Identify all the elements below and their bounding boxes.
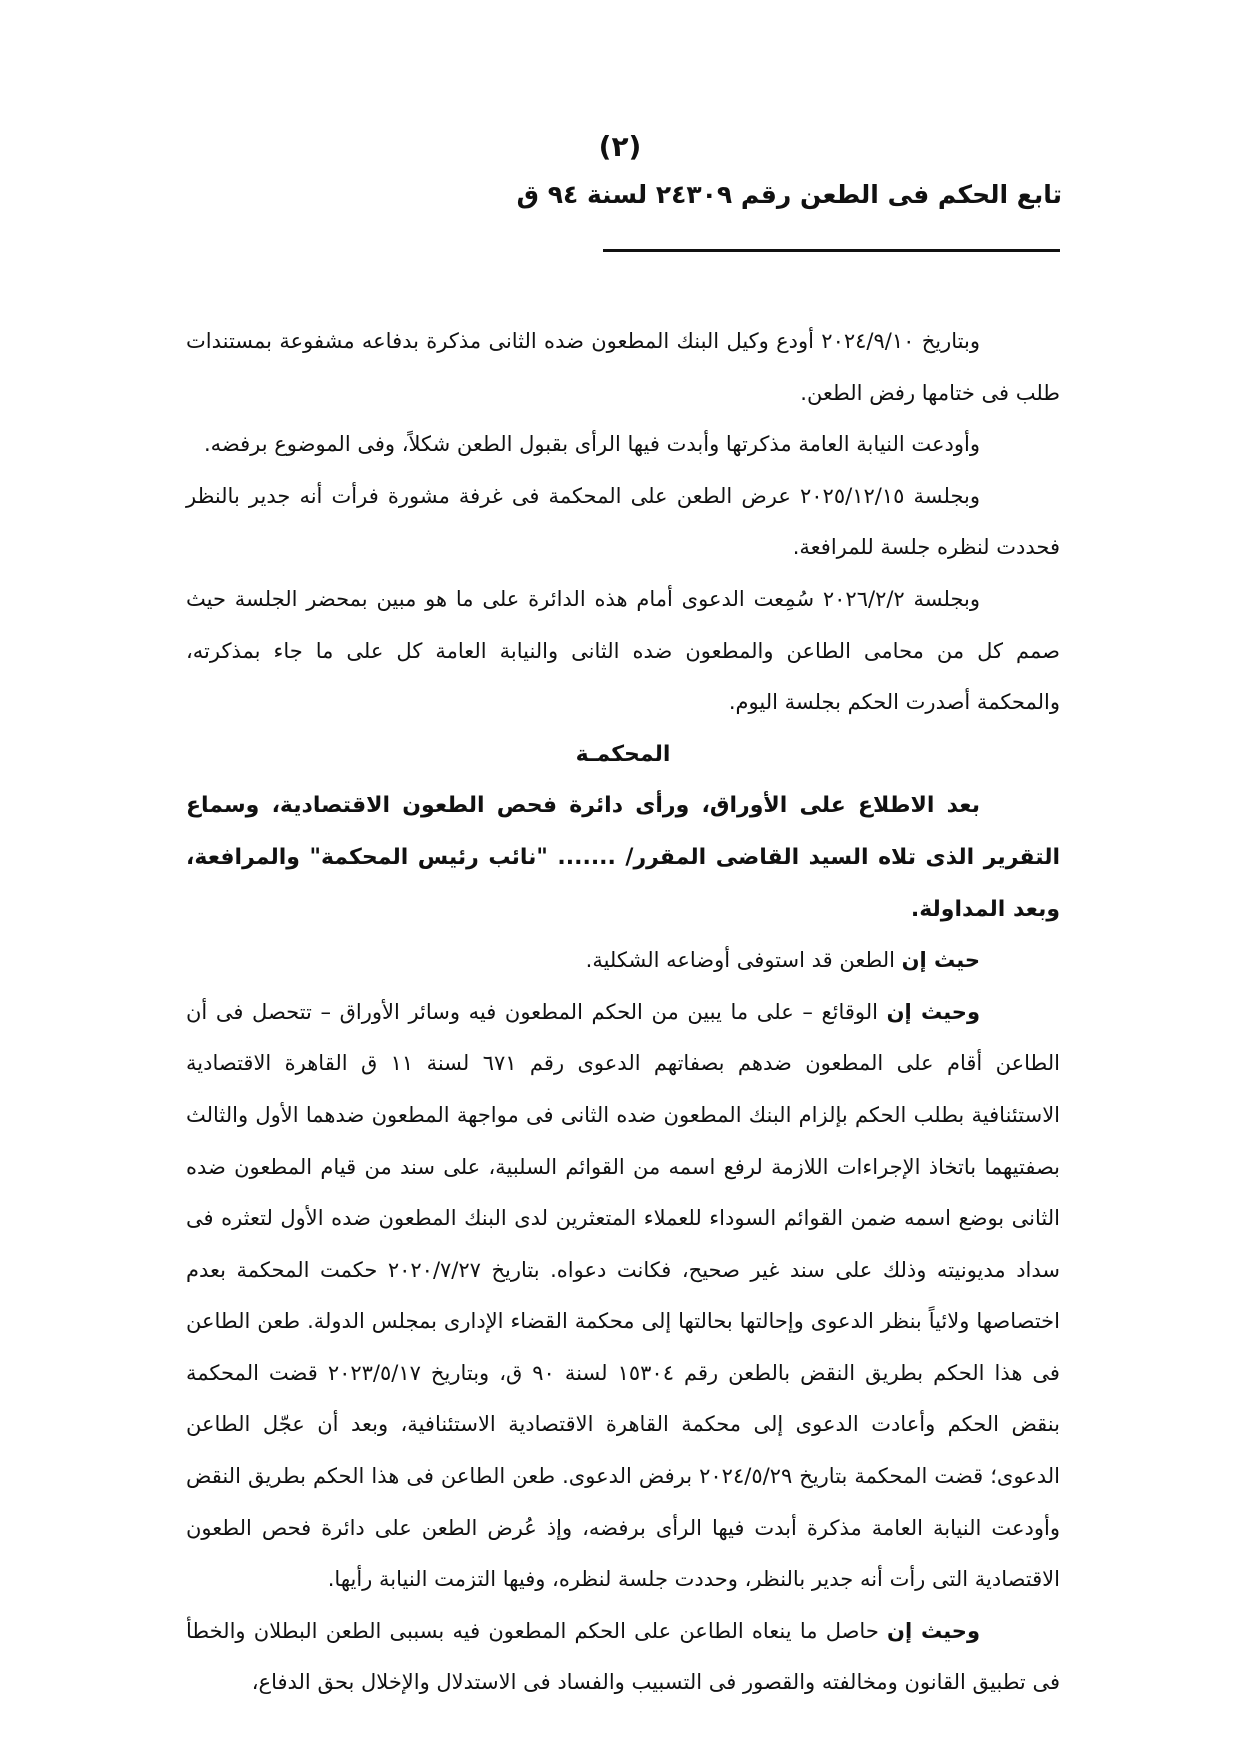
reason-grounds [186,1606,1060,1709]
reason-lead: وحيث إن [887,1618,980,1643]
section-title-court: المحكمـة [575,741,671,767]
page-number: (٢) [598,130,642,163]
paragraph-session-review: وبجلسة ٢٠٢٥/١٢/١٥ عرض الطعن على المحكمة فى غرفة مشورة فرأت أنه جدير بالنظر فحددت لنظره جلسة للمرافعة. [186,483,1060,560]
judgment-body [186,316,1060,1709]
header-divider [603,249,1060,252]
reason-facts [186,987,1060,1606]
reason-lead: وحيث إن [886,999,980,1024]
case-header: تابع الحكم فى الطعن رقم ٢٤٣٠٩ لسنة ٩٤ ق [516,180,1062,209]
paragraph-hearing: وبجلسة ٢٠٢٦/٢/٢ سُمِعت الدعوى أمام هذه الدائرة على ما هو مبين بمحضر الجلسة حيث صمم كل من محامى الطاعن والمطعون ضده الثانى والنيابة العامة كل على ما جاء بمذكرته، والمحكمة أصدرت الحكم بجلسة اليوم. [186,586,1060,715]
reason-lead: حيث إن [901,948,980,973]
court-intro: بعد الاطلاع على الأوراق، ورأى دائرة فحص الطعون الاقتصادية، وسماع التقرير الذى تلاه السيد القاضى المقرر/ ....... "نائب رئيس المحكمة" والمرافعة، وبعد المداولة. [186,793,1060,922]
reason-text: الوقائع – على ما يبين من الحكم المطعون فيه وسائر الأوراق – تتحصل فى أن الطاعن أقام على المطعون ضدهم بصفاتهم الدعوى رقم ٦٧١ لسنة ١١ ق القاهرة الاقتصادية الاستئنافية بطلب الحكم بإلزام البنك المطعون ضده الثانى فى مواجهة المطعون ضدهما الأول والثالث بصفتيهما باتخاذ الإجراءات اللازمة لرفع اسمه من القوائم السلبية، على سند من قيام المطعون ضده الثانى بوضع اسمه ضمن القوائم السوداء للعملاء المتعثرين لدى البنك المطعون ضده الأول لتعثره فى سداد مديونيته وذلك على سند غير صحيح، فكانت دعواه. بتاريخ ٢٠٢٠/٧/٢٧ حكمت المحكمة بعدم اختصاصها ولائياً بنظر الدعوى وإحالتها بحالتها إلى محكمة القضاء الإدارى بمجلس الدولة. طعن الطاعن فى هذا الحكم بطريق النقض بالطعن رقم ١٥٣٠٤ لسنة ٩٠ ق، وبتاريخ ٢٠٢٣/٥/١٧ قضت المحكمة بنقض الحكم وأعادت الدعوى إلى محكمة القاهرة الاقتصادية الاستئنافية، وبعد أن عجّل الطاعن الدعوى؛ قضت المحكمة بتاريخ ٢٠٢٤/٥/٢٩ برفض الدعوى. طعن الطاعن فى هذا الحكم بطريق النقض وأودعت النيابة العامة مذكرة أبدت فيها الرأى برفضه، وإذ عُرض الطعن على دائرة فحص الطعون الاقتصادية التى رأت أنه جدير بالنظر، وحددت جلسة لنظره، وفيها التزمت النيابة رأيها. [186,999,1060,1592]
paragraph-memo-filing: وبتاريخ ٢٠٢٤/٩/١٠ أودع وكيل البنك المطعون ضده الثانى مذكرة بدفاعه مشفوعة بمستندات طلب فى ختامها رفض الطعن. [186,329,1060,405]
reason-text: الطعن قد استوفى أوضاعه الشكلية. [585,948,902,973]
paragraph-prosecution-opinion: وأودعت النيابة العامة مذكرتها وأبدت فيها الرأى بقبول الطعن شكلاً، وفى الموضوع برفضه. [203,432,980,457]
reason-text: حاصل ما ينعاه الطاعن على الحكم المطعون فيه بسببى الطعن البطلان والخطأ فى تطبيق القانون ومخالفته والقصور فى التسبيب والفساد فى الاستدلال والإخلال بحق الدفاع، [186,1618,1060,1695]
reason-formalities [186,935,1060,987]
